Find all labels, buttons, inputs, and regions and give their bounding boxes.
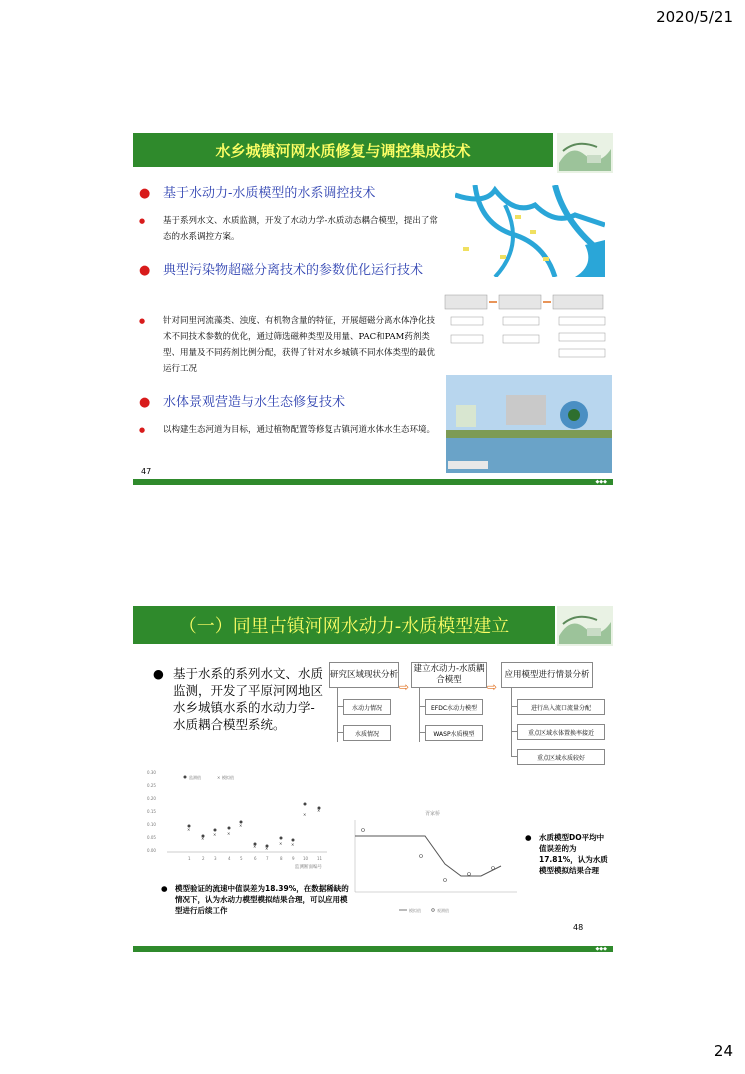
bullet-dot: ● [139, 217, 146, 225]
title-bar [133, 133, 553, 167]
slide-48 [133, 600, 613, 952]
svg-text:✕: ✕ [279, 841, 283, 846]
bullet-4 [139, 313, 439, 377]
flow-item-hydro: 水动力情况 [343, 699, 391, 715]
river-network-map [455, 185, 605, 277]
ecological-restoration-diagram [446, 375, 612, 473]
line-legend-sim: 模拟值 [409, 908, 421, 913]
svg-text:✕: ✕ [213, 832, 217, 837]
footer-logo-icon: ◆◆◆ [595, 946, 607, 952]
bullet-2-text: 基于系列水文、水质监测，开发了水动力学-水质动态耦合模型，提出了常态的水系调控方案。 [163, 216, 438, 242]
bullet-dot: ● [161, 884, 168, 893]
bullet-1 [139, 183, 439, 205]
bullet-2 [139, 213, 439, 245]
svg-text:✕: ✕ [317, 808, 321, 813]
bullet-main [153, 665, 323, 733]
bullet-5-text: 水体景观营造与水生态修复技术 [163, 395, 346, 410]
flow-item-water-quality: 重点区域水质较好 [517, 749, 605, 765]
process-flow-thumbnail [443, 293, 611, 373]
svg-text:✕: ✕ [187, 827, 191, 832]
flow-item-exchange-rate: 重点区域水体置换率接近 [517, 724, 605, 740]
scatter-legend-simulated: 模拟值 [222, 775, 234, 780]
bullet-main-text: 基于水系的系列水文、水质监测，开发了平原河网地区水乡城镇水系的水动力学-水质耦合模型系统。 [173, 666, 324, 732]
slide-47 [133, 133, 613, 485]
bullet-dot: ● [139, 426, 146, 434]
note-right-text: 水质模型DO平均中值误差的为17.81%，认为水质模型模拟结果合理 [539, 833, 608, 875]
connector [511, 687, 512, 757]
flow-item-efdc: EFDC水动力模型 [425, 699, 483, 715]
bullet-dot: ● [139, 395, 151, 410]
flow-step-3: 应用模型进行情景分析 [501, 662, 593, 688]
svg-text:1: 1 [188, 856, 191, 861]
connector [337, 687, 338, 742]
note-left-text: 模型验证的流速中值误差为18.39%，在数据稀缺的情况下，认为水动力模型模拟结果合理，可以应用模型进行后续工作 [175, 884, 349, 915]
note-right [525, 832, 611, 876]
svg-text:9: 9 [292, 856, 295, 861]
svg-text:✕: ✕ [291, 842, 295, 847]
bullet-4-text: 针对同里河流藻类、浊度、有机物含量的特征，开展超磁分离水体净化技术不同技术参数的优化，通过筛选磁种类型及用量、PAC和PAM药剂类型、用量及不同药剂比例分配，获得了针对水乡城镇不同水体类型的最优运行工况 [163, 316, 436, 374]
note-left [161, 883, 351, 916]
line-legend-obs: 观测值 [437, 908, 449, 913]
svg-text:0.00: 0.00 [147, 848, 156, 853]
footer-logo-icon: ◆◆◆ [595, 479, 607, 485]
title-bar [133, 606, 555, 644]
scatter-xlabel: 监测断面编号 [295, 865, 322, 870]
bullet-6 [139, 422, 439, 438]
svg-text:✕: ✕ [227, 831, 231, 836]
svg-text:✕: ✕ [201, 836, 205, 841]
bullet-dot: ● [139, 186, 151, 201]
landscape-logo-icon [557, 133, 613, 173]
connector [419, 687, 420, 742]
svg-text:4: 4 [228, 856, 231, 861]
slide-title: 水乡城镇河网水质修复与调控集成技术 [215, 141, 471, 160]
slide-title: （一）同里古镇河网水动力-水质模型建立 [178, 616, 510, 637]
bullet-dot: ● [525, 833, 532, 842]
svg-text:5: 5 [240, 856, 243, 861]
arrow-right-icon: ⇨ [487, 680, 498, 694]
bullet-3-text: 典型污染物超磁分离技术的参数优化运行技术 [163, 263, 424, 278]
svg-text:11: 11 [317, 856, 323, 861]
print-date: 2020/5/21 [656, 8, 733, 26]
svg-text:6: 6 [254, 856, 257, 861]
velocity-scatter-chart [145, 766, 333, 880]
slide-number: 47 [141, 467, 152, 476]
svg-text:3: 3 [214, 856, 217, 861]
svg-text:0.20: 0.20 [147, 796, 156, 801]
flow-step-2: 建立水动力-水质耦合模型 [411, 662, 487, 688]
slide-number: 48 [573, 923, 584, 932]
arrow-right-icon: ⇨ [399, 680, 410, 694]
svg-text:2: 2 [202, 856, 205, 861]
bullet-dot: ● [153, 666, 164, 681]
flow-step-1: 研究区域现状分析 [329, 662, 399, 688]
page-number: 24 [713, 1042, 733, 1060]
flow-item-quality: 水质情况 [343, 725, 391, 741]
svg-text:0.25: 0.25 [147, 783, 156, 788]
bullet-1-text: 基于水动力-水质模型的水系调控技术 [163, 186, 376, 201]
svg-text:7: 7 [266, 856, 269, 861]
bullet-5 [139, 392, 439, 414]
svg-text:✕: ✕ [217, 775, 221, 780]
footer-bar [133, 479, 613, 485]
svg-text:10: 10 [303, 856, 309, 861]
bullet-6-text: 以构建生态河道为目标，通过植物配置等修复古镇河道水体水生态环境。 [163, 425, 436, 435]
landscape-logo-icon [557, 606, 613, 646]
do-line-chart [341, 806, 525, 914]
svg-text:✕: ✕ [265, 846, 269, 851]
flow-item-wasp: WASP水质模型 [425, 725, 483, 741]
svg-text:0.30: 0.30 [147, 770, 156, 775]
svg-text:8: 8 [280, 856, 283, 861]
bullet-dot: ● [139, 317, 146, 325]
svg-text:0.15: 0.15 [147, 809, 156, 814]
line-chart-title: 胥家桥 [425, 811, 441, 817]
svg-text:✕: ✕ [303, 812, 307, 817]
footer-bar [133, 946, 613, 952]
svg-text:✕: ✕ [239, 823, 243, 828]
svg-text:✕: ✕ [253, 844, 257, 849]
svg-text:0.05: 0.05 [147, 835, 156, 840]
svg-text:0.10: 0.10 [147, 822, 156, 827]
bullet-3 [139, 260, 439, 282]
scatter-legend-observed: 监测值 [189, 775, 201, 780]
flow-item-flow-allocation: 进行出入流口流量分配 [517, 699, 605, 715]
bullet-dot: ● [139, 263, 151, 278]
